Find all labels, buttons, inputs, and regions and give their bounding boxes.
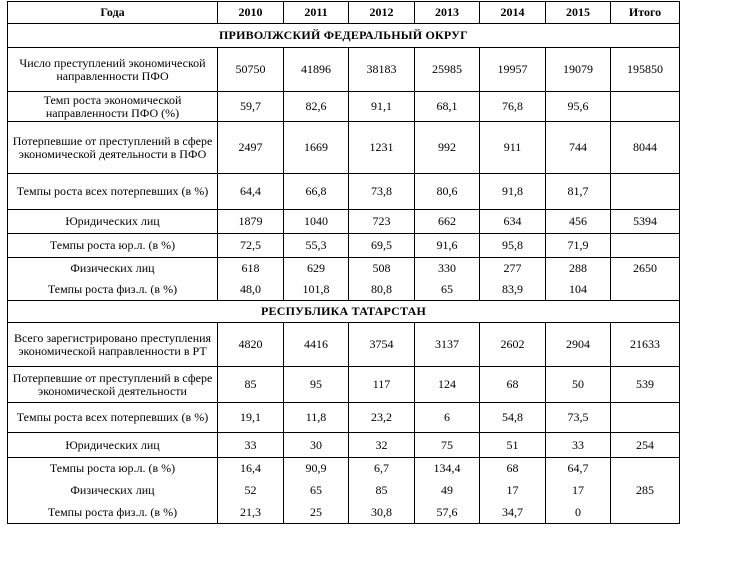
cell-value: 73,8 [349,174,415,210]
cell-value: 4820 [218,323,284,367]
section-row [8,24,680,48]
row-label: Темпы роста всех потерпевших (в %) [8,174,218,210]
section-title-pfo: ПРИВОЛЖСКИЙ ФЕДЕРАЛЬНЫЙ ОКРУГ [8,24,680,48]
cell-value: 95 [284,367,349,403]
cell-value: 23,2 [349,403,415,433]
cell-total: 254 [611,433,680,458]
cell-value: 50 [546,367,611,403]
cell-value: 91,6 [415,234,480,258]
cell-value: 104 [546,280,611,301]
cell-value: 11,8 [284,403,349,433]
cell-value: 33 [218,433,284,458]
cell-value: 32 [349,433,415,458]
cell-value: 51 [480,433,546,458]
cell-value: 744 [546,122,611,174]
cell-total [611,174,680,210]
header-year-label: Года [8,2,218,24]
cell-value: 618 [218,258,284,280]
cell-value: 64,7 [546,458,611,480]
cell-total [611,280,680,301]
cell-value: 80,6 [415,174,480,210]
header-year: 2010 [218,2,284,24]
row-label: Потерпевшие от преступлений в сфере экономической деятельности в ПФО [8,122,218,174]
cell-value: 82,6 [284,92,349,122]
cell-value: 25 [284,502,349,524]
cell-value: 19957 [480,48,546,92]
crime-statistics-table [7,1,680,524]
cell-value: 1040 [284,210,349,234]
cell-value: 992 [415,122,480,174]
cell-value: 17 [546,480,611,502]
cell-value: 85 [349,480,415,502]
cell-value: 85 [218,367,284,403]
row-label: Темпы роста всех потерпевших (в %) [8,403,218,433]
cell-value: 55,3 [284,234,349,258]
cell-total [611,502,680,524]
section-row [8,301,680,323]
cell-value: 21,3 [218,502,284,524]
cell-value: 4416 [284,323,349,367]
cell-value: 17 [480,480,546,502]
cell-value: 75 [415,433,480,458]
row-label: Юридических лиц [8,210,218,234]
cell-value: 662 [415,210,480,234]
cell-value: 90,9 [284,458,349,480]
cell-value: 629 [284,258,349,280]
table-row [8,174,680,210]
cell-value: 54,8 [480,403,546,433]
header-total-label: Итого [611,2,680,24]
row-label: Темпы роста физ.л. (в %) [8,280,218,301]
cell-value: 19079 [546,48,611,92]
cell-value: 50750 [218,48,284,92]
cell-value: 65 [284,480,349,502]
cell-value: 508 [349,258,415,280]
cell-total: 5394 [611,210,680,234]
cell-value: 911 [480,122,546,174]
cell-total [611,403,680,433]
cell-value: 48,0 [218,280,284,301]
cell-value: 117 [349,367,415,403]
cell-value: 30,8 [349,502,415,524]
cell-value: 723 [349,210,415,234]
cell-value: 3754 [349,323,415,367]
cell-value: 25985 [415,48,480,92]
table-row [8,403,680,433]
cell-value: 95,6 [546,92,611,122]
cell-value: 277 [480,258,546,280]
cell-value: 73,5 [546,403,611,433]
cell-value: 1231 [349,122,415,174]
cell-total: 8044 [611,122,680,174]
table-row [8,323,680,367]
row-label: Темпы роста юр.л. (в %) [8,234,218,258]
cell-total: 2650 [611,258,680,280]
cell-value: 49 [415,480,480,502]
row-label: Темп роста экономической направленности ПФО (%) [8,92,218,122]
cell-total: 539 [611,367,680,403]
cell-value: 6 [415,403,480,433]
cell-value: 59,7 [218,92,284,122]
cell-value: 66,8 [284,174,349,210]
cell-value: 1879 [218,210,284,234]
cell-value: 69,5 [349,234,415,258]
cell-value: 83,9 [480,280,546,301]
row-label: Потерпевшие от преступлений в сфере экономической деятельности [8,367,218,403]
cell-value: 76,8 [480,92,546,122]
cell-value: 65 [415,280,480,301]
cell-value: 52 [218,480,284,502]
cell-total [611,234,680,258]
cell-value: 91,8 [480,174,546,210]
cell-value: 34,7 [480,502,546,524]
cell-value: 634 [480,210,546,234]
cell-value: 288 [546,258,611,280]
header-year: 2013 [415,2,480,24]
table-row [8,502,680,524]
cell-value: 2904 [546,323,611,367]
cell-total: 21633 [611,323,680,367]
table-row [8,280,680,301]
table-row [8,210,680,234]
header-year: 2012 [349,2,415,24]
table-row [8,48,680,92]
cell-value: 57,6 [415,502,480,524]
row-label: Всего зарегистрировано преступления экономической направленности в РТ [8,323,218,367]
cell-value: 72,5 [218,234,284,258]
cell-value: 91,1 [349,92,415,122]
cell-value: 64,4 [218,174,284,210]
cell-value: 41896 [284,48,349,92]
cell-value: 3137 [415,323,480,367]
table-row [8,458,680,480]
header-row [8,2,680,24]
cell-total [611,458,680,480]
cell-value: 456 [546,210,611,234]
cell-value: 2497 [218,122,284,174]
table-row [8,122,680,174]
cell-value: 19,1 [218,403,284,433]
cell-value: 124 [415,367,480,403]
header-year: 2011 [284,2,349,24]
cell-value: 330 [415,258,480,280]
header-year: 2015 [546,2,611,24]
cell-value: 30 [284,433,349,458]
cell-value: 80,8 [349,280,415,301]
row-label: Юридических лиц [8,433,218,458]
row-label: Темпы роста физ.л. (в %) [8,502,218,524]
cell-value: 134,4 [415,458,480,480]
table-row [8,92,680,122]
cell-value: 0 [546,502,611,524]
cell-value: 16,4 [218,458,284,480]
section-title-rt: РЕСПУБЛИКА ТАТАРСТАН [8,301,680,323]
header-year: 2014 [480,2,546,24]
cell-value: 2602 [480,323,546,367]
cell-value: 33 [546,433,611,458]
cell-value: 6,7 [349,458,415,480]
cell-total [611,92,680,122]
table-row [8,480,680,502]
cell-value: 38183 [349,48,415,92]
cell-value: 1669 [284,122,349,174]
cell-value: 95,8 [480,234,546,258]
table-row [8,234,680,258]
cell-value: 68,1 [415,92,480,122]
cell-value: 101,8 [284,280,349,301]
cell-total: 285 [611,480,680,502]
row-label: Физических лиц [8,258,218,280]
table-row [8,433,680,458]
row-label: Физических лиц [8,480,218,502]
cell-value: 68 [480,367,546,403]
cell-total: 195850 [611,48,680,92]
row-label: Темпы роста юр.л. (в %) [8,458,218,480]
cell-value: 81,7 [546,174,611,210]
cell-value: 71,9 [546,234,611,258]
row-label: Число преступлений экономической направленности ПФО [8,48,218,92]
cell-value: 68 [480,458,546,480]
table-row [8,367,680,403]
table-row [8,258,680,280]
